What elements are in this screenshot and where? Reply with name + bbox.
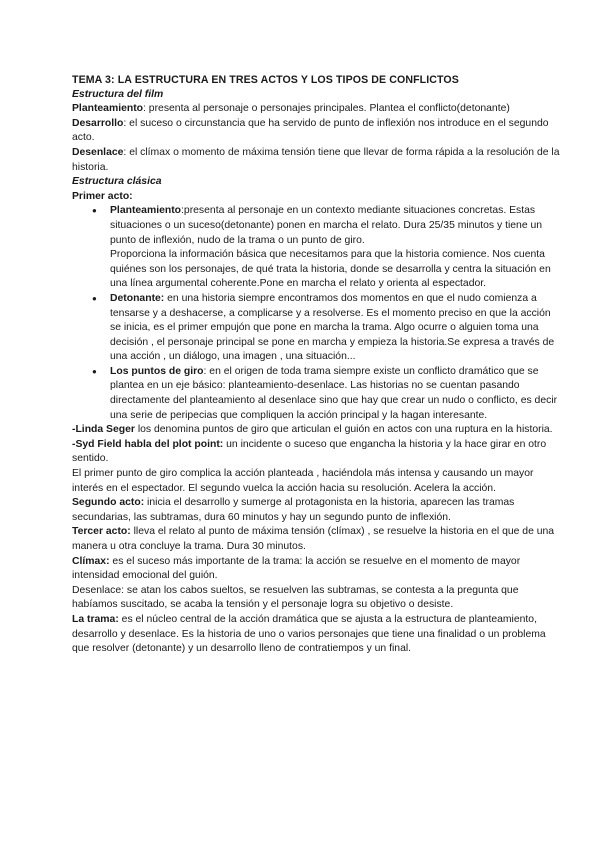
term-text: es el núcleo central de la acción dramática que se ajusta a la estructura de planteamiento, desarrollo y desenlace. Es la historia de uno o varios personajes que tiene una finalidad o un problema que resolver (detonante) y un desarrollo lleno de contratiempos y un final. (72, 613, 546, 655)
list-item (92, 292, 560, 365)
first-act-list (72, 204, 560, 423)
term-label: Desenlace (72, 146, 124, 158)
term-text: : presenta al personaje o personajes principales. Plantea el conflicto(detonante) (143, 103, 510, 115)
term-text: : el suceso o circunstancia que ha servido de punto de inflexión nos introduce en el segundo acto. (72, 117, 549, 144)
term-label: Detonante: (110, 292, 165, 304)
term-label: Segundo acto: (72, 497, 145, 509)
desenlace-paragraph: Desenlace: se atan los cabos sueltos, se resuelven las subtramas, se contesta a la pregunta que habíamos suscitado, se acaba la tensión y el personaje logra su objetivo o desiste. (72, 584, 519, 611)
term-label: Planteamiento (110, 205, 182, 217)
field-note (72, 438, 560, 467)
term-label: Tercer acto: (72, 526, 131, 538)
film-item-desarrollo (72, 117, 560, 146)
term-label: Los puntos de giro (110, 365, 204, 377)
term-label: -Linda Seger (72, 424, 135, 436)
first-turn-paragraph: El primer punto de giro complica la acción planteada , haciéndola más intensa y causando un mayor interés en el espectador. El segundo vuelca la acción hacia su resolución. Acelera la acción. (72, 468, 534, 494)
climax-paragraph (72, 555, 560, 584)
film-item-planteamiento (72, 102, 560, 117)
term-text: los denomina puntos de giro que articulan el guión en actos con una ruptura en la historia. (134, 424, 553, 436)
term-text: :presenta al personaje en un contexto mediante situaciones concretas. Estas situaciones o un suceso(detonante) ponen en marcha el relato. Dura 25/35 minutos y tiene un punto de inflexión, nudo de la trama o un punto de giro. (110, 205, 543, 246)
term-label: Planteamiento (72, 103, 144, 115)
term-text: lleva el relato al punto de máxima tensión (clímax) , se resuelve la historia en el que de una manera u otra concluye la trama. Dura 30 minutos. (72, 526, 555, 552)
film-item-desenlace (72, 146, 560, 175)
third-act-paragraph (72, 525, 560, 554)
term-text: un incidente o suceso que engancha la historia y la hace girar en otro sentido. (72, 438, 547, 465)
term-label: Desarrollo (72, 117, 124, 129)
term-label: La trama: (72, 613, 119, 625)
term-extra: Proporciona la información básica que necesitamos para que la historia comience. Nos cuenta quiénes son los personajes, de qué trata la historia, donde se desarrolla y centra la situación en una línea argumental coherente.Pone en marcha el relato y orienta al espectador. (110, 249, 551, 290)
term-text: : en el origen de toda trama siempre existe un conflicto dramático que se plantea en un eje básico: planteamiento-desenlace. Las historias no se cuentan pasando directamente del planteamiento al desenlace sino que hay que crear un nudo o conflicto, es decir una serie de peripecias que compliquen la acción principal y la hagan interesante. (110, 365, 558, 421)
trama-paragraph (72, 613, 560, 657)
term-text: es el suceso más importante de la trama: la acción se resuelve en el momento de mayor intensidad emocional del guión. (72, 555, 521, 582)
term-text: inicia el desarrollo y sumerge al protagonista en la historia, aparecen las tramas secundarias, las subtramas, dura 60 minutos y hay un segundo punto de inflexión. (72, 497, 515, 523)
first-act-heading: Primer acto: (72, 190, 133, 202)
term-label: -Syd Field habla del plot point: (72, 438, 224, 450)
term-text: en una historia siempre encontramos dos momentos en que el nudo comienza a tensarse y a deshacerse, a complicarse y a resolverse. Es el momento preciso en que la acción se inicia, es el primer empujón que pone en marcha la trama. Algo ocurre o alguien toma una decisión , el personaje principal se pone en marcha y empieza la historia.Se expresa a través de una acción , un diálogo, una imagen , una situación... (110, 292, 555, 363)
list-item (92, 365, 560, 423)
classic-structure-heading: Estructura clásica (72, 176, 162, 188)
page-title: TEMA 3: LA ESTRUCTURA EN TRES ACTOS Y LOS TIPOS DE CONFLICTOS (72, 74, 459, 86)
film-structure-heading: Estructura del film (72, 88, 164, 100)
term-text: : el clímax o momento de máxima tensión tiene que llevar de forma rápida a la resolución de la historia. (72, 146, 560, 173)
second-act-paragraph (72, 496, 560, 525)
list-item (92, 204, 560, 292)
term-label: Clímax: (72, 555, 110, 567)
seger-note (72, 423, 560, 438)
